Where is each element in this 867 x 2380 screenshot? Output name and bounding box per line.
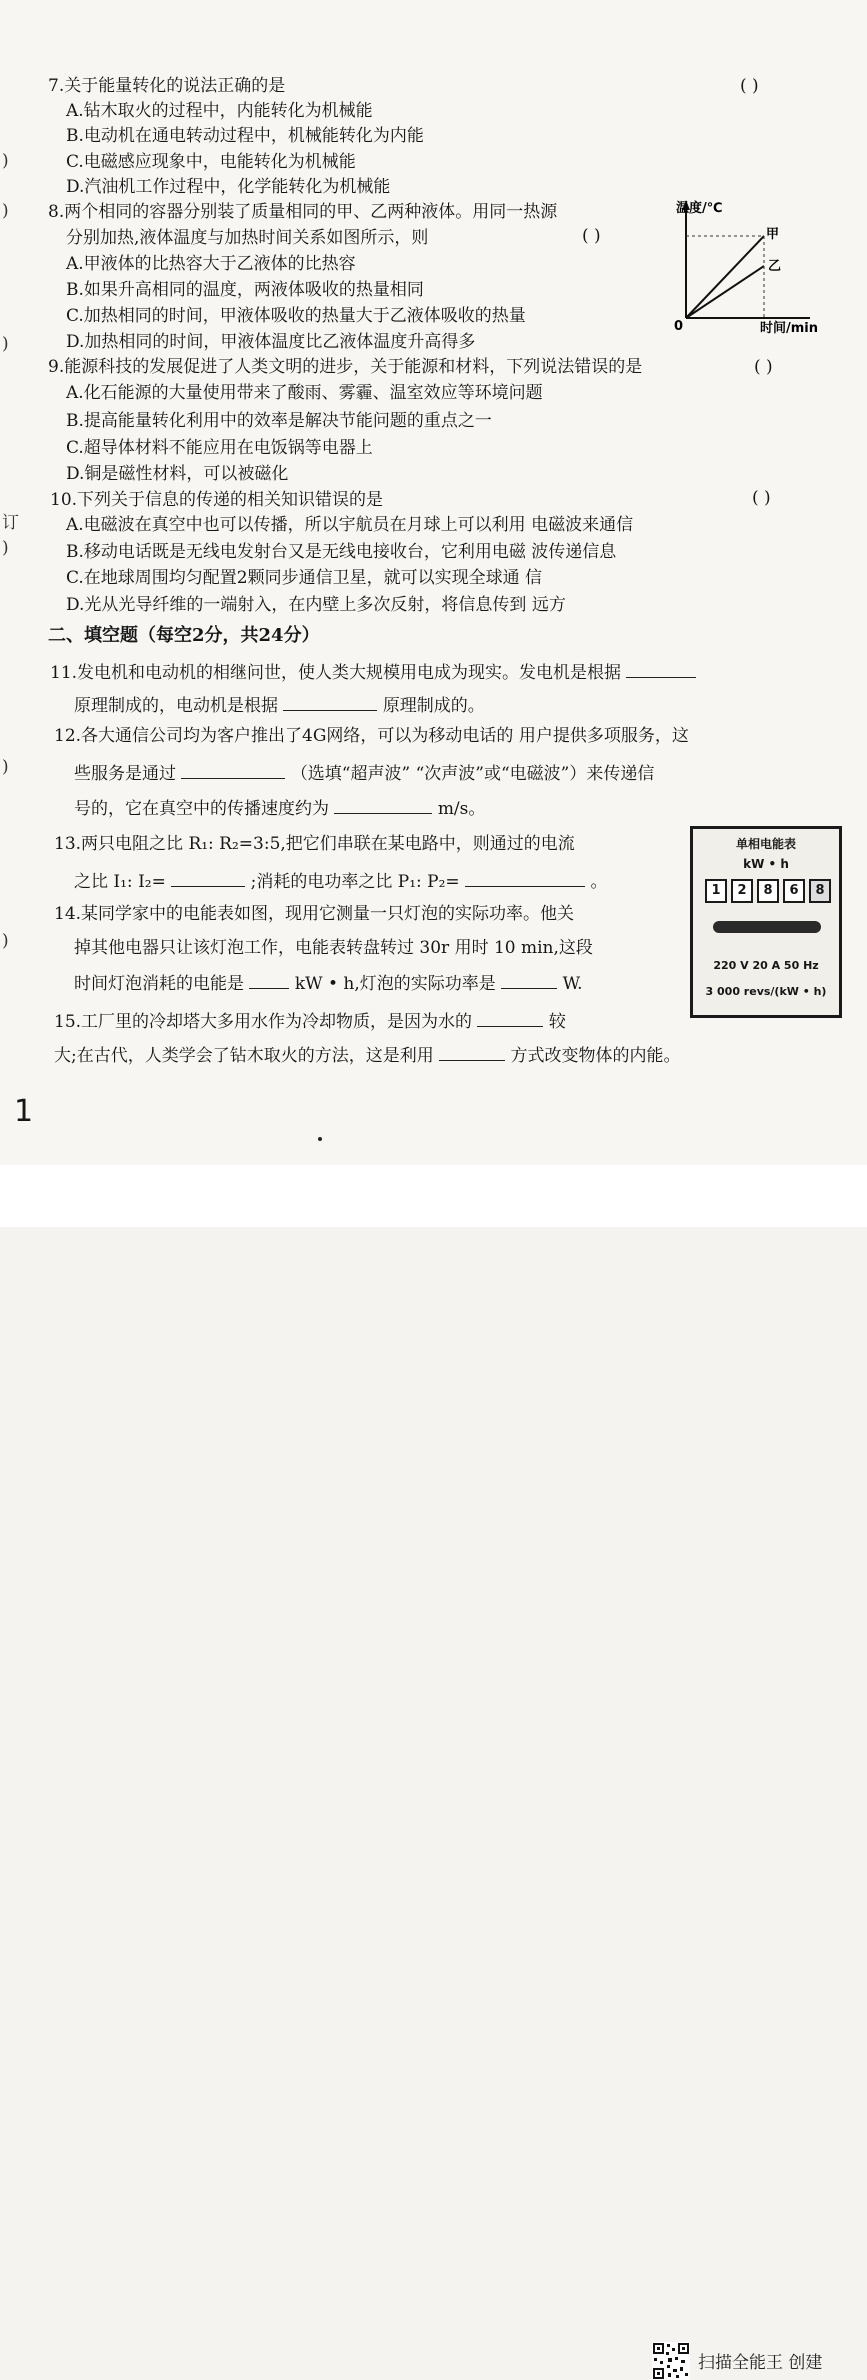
answer-blank[interactable]	[171, 868, 245, 887]
q12-text: m/s。	[437, 799, 486, 819]
q10-stem: 10.下列关于信息的传递的相关知识错误的是	[50, 490, 384, 510]
q12-text: 些服务是通过	[74, 764, 176, 784]
q7-option-c: C.电磁感应现象中，电能转化为机械能	[66, 152, 356, 172]
graph-y-label: 温度/℃	[676, 201, 723, 216]
answer-blank[interactable]	[283, 692, 377, 711]
edge-mark: )	[2, 757, 9, 777]
q11-line1	[50, 659, 696, 684]
answer-blank[interactable]	[181, 760, 285, 779]
q9-option-c: C.超导体材料不能应用在电饭锅等电器上	[66, 438, 373, 458]
meter-digits	[705, 879, 831, 903]
q10-option-d: D.光从光导纤维的一端射入，在内壁上多次反射，将信息传到 远方	[66, 595, 566, 615]
q14-line2: 掉其他电器只让该灯泡工作，电能表转盘转过 30r 用时 10 min,这段	[74, 938, 593, 958]
q10-answer-paren: ( )	[752, 488, 771, 508]
q7-option-a: A.钻木取火的过程中，内能转化为机械能	[66, 101, 373, 121]
q15-text: 较	[548, 1012, 566, 1032]
meter-digit: 6	[783, 879, 805, 903]
q8-option-d: D.加热相同的时间，甲液体温度比乙液体温度升高得多	[66, 332, 476, 352]
meter-digit: 2	[731, 879, 753, 903]
graph-origin: 0	[674, 319, 684, 334]
q13-line2	[74, 868, 607, 893]
q15-text: 大;在古代，人类学会了钻木取火的方法，这是利用	[54, 1046, 434, 1066]
graph-line-jia	[686, 236, 764, 318]
edge-mark: )	[2, 151, 9, 171]
q15-line1	[54, 1008, 566, 1033]
meter-spec-revs: 3 000 revs/(kW • h)	[705, 985, 827, 998]
edge-mark: )	[2, 201, 9, 221]
q7-answer-paren: ( )	[740, 76, 759, 96]
meter-spec-rating: 220 V 20 A 50 Hz	[713, 959, 819, 972]
meter-digit: 1	[705, 879, 727, 903]
meter-digit: 8	[809, 879, 831, 903]
q11-text: 原理制成的，电动机是根据	[74, 696, 278, 716]
electric-meter-figure	[690, 826, 842, 1018]
stray-dot	[318, 1137, 322, 1141]
q9-option-a: A.化石能源的大量使用带来了酸雨、雾霾、温室效应等环境问题	[66, 383, 543, 403]
answer-blank[interactable]	[465, 868, 585, 887]
q15-line2	[54, 1042, 681, 1067]
q8-stem-line2: 分别加热,液体温度与加热时间关系如图所示，则	[66, 228, 429, 248]
q8-option-a: A.甲液体的比热容大于乙液体的比热容	[66, 254, 356, 274]
q12-text: （选填“超声波” “次声波”或“电磁波”）来传递信	[290, 764, 655, 784]
q8-option-c: C.加热相同的时间，甲液体吸收的热量大于乙液体吸收的热量	[66, 306, 526, 326]
q9-answer-paren: ( )	[754, 357, 773, 377]
meter-dial-bar	[713, 921, 821, 933]
q8-stem-line1: 8.两个相同的容器分别装了质量相同的甲、乙两种液体。用同一热源	[48, 202, 558, 222]
edge-mark: )	[2, 931, 9, 951]
graph-x-label: 时间/min	[760, 321, 819, 336]
graph-line-yi	[686, 266, 764, 318]
q13-text: ;消耗的电功率之比 P₁: P₂=	[250, 872, 460, 892]
q12-line1: 12.各大通信公司均为客户推出了4G网络，可以为移动电话的 用户提供多项服务，这	[54, 726, 689, 746]
q7-option-d: D.汽油机工作过程中，化学能转化为机械能	[66, 177, 391, 197]
graph-label-jia: 甲	[766, 227, 780, 242]
graph-label-yi: 乙	[768, 259, 782, 274]
answer-blank[interactable]	[334, 795, 432, 814]
edge-mark: )	[2, 538, 9, 558]
q10-option-a: A.电磁波在真空中也可以传播，所以宇航员在月球上可以利用 电磁波来通信	[66, 515, 634, 535]
q13-text: 。	[590, 872, 608, 892]
answer-blank[interactable]	[626, 659, 696, 678]
q15-text: 方式改变物体的内能。	[510, 1046, 681, 1066]
q14-line3	[74, 970, 583, 995]
q14-line1: 14.某同学家中的电能表如图，现用它测量一只灯泡的实际功率。他关	[54, 904, 575, 924]
answer-blank[interactable]	[249, 970, 289, 989]
answer-blank[interactable]	[501, 970, 557, 989]
q8-answer-paren: ( )	[582, 226, 601, 246]
meter-digit: 8	[757, 879, 779, 903]
q8-temperature-graph	[672, 196, 822, 336]
q13-line1: 13.两只电阻之比 R₁: R₂=3:5,把它们串联在某电路中，则通过的电流	[54, 834, 575, 854]
q14-text: W.	[562, 974, 583, 994]
q11-text: 11.发电机和电动机的相继问世，使人类大规模用电成为现实。发电机是根据	[50, 663, 622, 683]
exam-page	[0, 0, 867, 1165]
q13-text: 之比 I₁: I₂=	[74, 872, 166, 892]
q9-option-b: B.提高能量转化利用中的效率是解决节能问题的重点之一	[66, 411, 492, 431]
answer-blank[interactable]	[439, 1042, 505, 1061]
q10-option-b: B.移动电话既是无线电发射台又是无线电接收台，它利用电磁 波传递信息	[66, 542, 617, 562]
q10-option-c: C.在地球周围均匀配置2颗同步通信卫星，就可以实现全球通 信	[66, 568, 543, 588]
meter-unit: kW • h	[743, 857, 789, 871]
qr-code-icon	[652, 2342, 690, 2380]
q11-line2	[74, 692, 485, 717]
q11-text: 原理制成的。	[382, 696, 485, 716]
meter-title: 单相电能表	[735, 837, 796, 851]
answer-blank[interactable]	[477, 1008, 543, 1027]
q12-text: 号的，它在真空中的传播速度约为	[74, 799, 329, 819]
scan-footer	[0, 1165, 867, 2373]
q12-line3	[74, 795, 485, 820]
q12-line2	[74, 760, 654, 785]
q9-stem: 9.能源科技的发展促进了人类文明的进步，关于能源和材料，下列说法错误的是	[48, 357, 643, 377]
q15-text: 15.工厂里的冷却塔大多用水作为冷却物质，是因为水的	[54, 1012, 473, 1032]
q7-option-b: B.电动机在通电转动过程中，机械能转化为内能	[66, 126, 424, 146]
edge-mark: )	[2, 334, 9, 354]
q14-text: kW • h,灯泡的实际功率是	[294, 974, 496, 994]
q14-text: 时间灯泡消耗的电能是	[74, 974, 244, 994]
q8-option-b: B.如果升高相同的温度，两液体吸收的热量相同	[66, 280, 424, 300]
section-title-fill-in: 二、填空题（每空2分，共24分）	[48, 625, 320, 646]
q7-stem: 7.关于能量转化的说法正确的是	[48, 76, 286, 96]
scanner-watermark-label: 扫描全能王 创建	[698, 2353, 823, 2373]
edge-mark: 订	[2, 513, 19, 533]
q9-option-d: D.铜是磁性材料，可以被磁化	[66, 464, 289, 484]
page-number: 1	[14, 1094, 34, 1129]
